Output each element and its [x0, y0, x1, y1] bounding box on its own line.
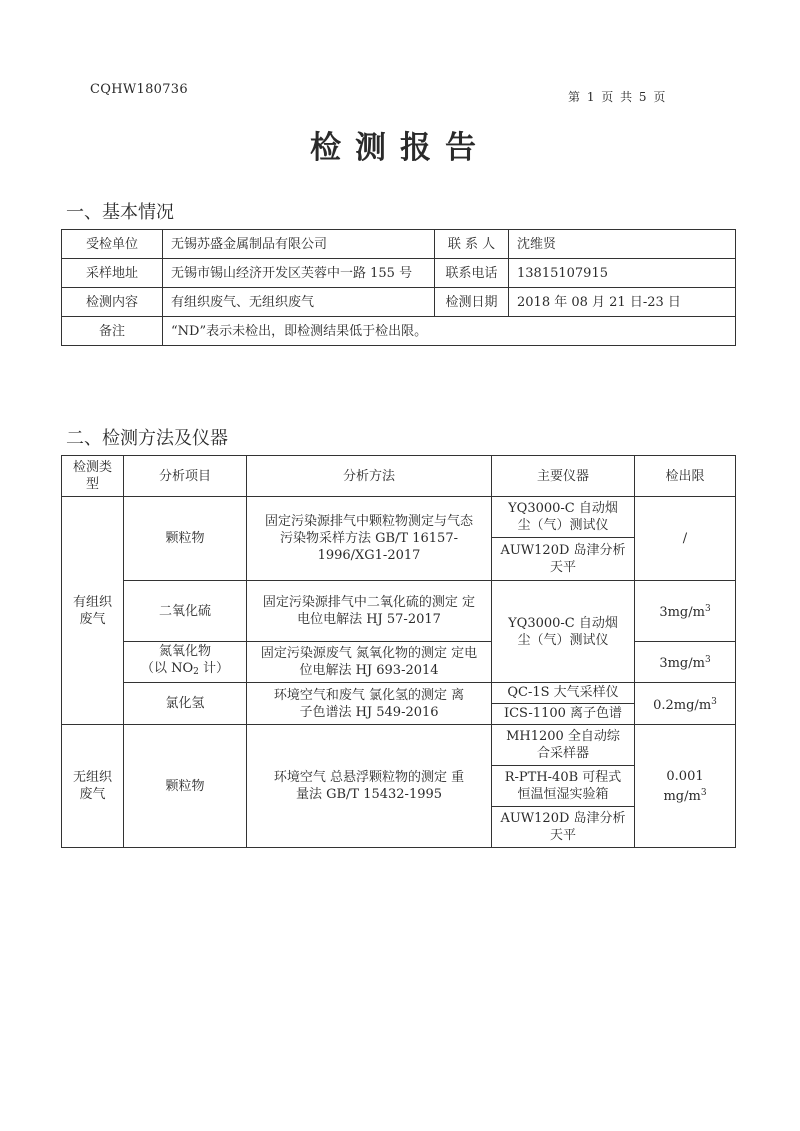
value-test-content: 有组织废气、无组织废气: [163, 288, 435, 317]
instrument-balance-2-text: AUW120D 岛津分析天平: [500, 811, 626, 843]
limit-nox: [635, 642, 736, 683]
value-inspected-unit: 无锡苏盛金属制品有限公司: [163, 230, 435, 259]
item-nox: [124, 642, 247, 683]
section-methods-heading: 二、检测方法及仪器: [66, 428, 228, 449]
instrument-humidity-chamber-text: R-PTH-40B 可程式恒温恒湿实验箱: [504, 770, 622, 802]
item-so2: 二氧化硫: [124, 581, 247, 642]
instrument-smoke-tester: [492, 497, 635, 538]
label-note: 备注: [62, 317, 163, 346]
limit-so2: [635, 581, 736, 642]
instrument-shared-text: YQ3000-C 自动烟尘（气）测试仪: [508, 615, 618, 648]
limit-particulate: /: [635, 497, 736, 581]
limit-so2-exp: 3: [704, 604, 711, 614]
table-row: [62, 288, 736, 317]
header-test-type: [62, 456, 124, 497]
header-analysis-method: 分析方法: [247, 456, 492, 497]
methods-table: [61, 455, 736, 848]
instrument-air-sampler: QC-1S 大气采样仪: [492, 683, 634, 704]
label-inspected-unit: 受检单位: [62, 230, 163, 259]
table-header-row: [62, 456, 736, 497]
method-particulate: [247, 497, 492, 581]
limit-hcl-value: 0.2mg/m: [653, 697, 712, 713]
table-row: [62, 317, 736, 346]
method-nox: [247, 642, 492, 683]
method-so2: [247, 581, 492, 642]
limit-tsp-exp: 3: [700, 787, 707, 798]
label-phone: 联系电话: [435, 259, 509, 288]
method-particulate-text: 固定污染源排气中颗粒物测定与气态污染物采样方法 GB/T 16157-1996/XG1-2017: [264, 514, 473, 563]
instrument-balance-2: [492, 807, 635, 848]
limit-tsp: [635, 725, 736, 848]
table-row: [62, 497, 736, 538]
method-nox-text: 固定污染源废气 氮氧化物的测定 定电位电解法 HJ 693-2014: [260, 646, 478, 678]
item-nox-line1: 氮氧化物: [158, 644, 211, 659]
method-tsp: [247, 725, 492, 848]
limit-hcl: [635, 683, 736, 725]
limit-so2-value: 3mg/m: [659, 605, 705, 620]
instrument-mh1200: [492, 725, 635, 766]
table-row: [62, 230, 736, 259]
value-sampling-address: 无锡市锡山经济开发区芙蓉中一路 155 号: [163, 259, 435, 288]
header-detection-limit: 检出限: [635, 456, 736, 497]
item-nox-line2: [128, 660, 242, 681]
table-row: [62, 259, 736, 288]
value-contact: 沈维贤: [509, 230, 736, 259]
method-tsp-text: 环境空气 总悬浮颗粒物的测定 重量法 GB/T 15432-1995: [273, 770, 465, 802]
value-note: “ND”表示未检出，即检测结果低于检出限。: [163, 317, 736, 346]
method-so2-text: 固定污染源排气中二氧化硫的测定 定电位电解法 HJ 57-2017: [262, 595, 476, 627]
item-tsp: 颗粒物: [124, 725, 247, 848]
instrument-hcl-group: [492, 683, 635, 725]
instrument-shared: [492, 581, 635, 683]
limit-tsp-line1: 0.001: [666, 768, 704, 784]
limit-tsp-value: mg/m: [663, 788, 701, 804]
limit-tsp-line2: [639, 785, 731, 805]
instrument-ion-chromatograph: ICS-1100 离子色谱: [503, 706, 623, 721]
instrument-balance-text: AUW120D 岛津分析天平: [500, 543, 626, 575]
type-organized: [62, 497, 124, 725]
limit-hcl-exp: 3: [711, 696, 717, 707]
type-unorganized: [62, 725, 124, 848]
document-id: CQHW180736: [90, 82, 188, 97]
limit-nox-exp: 3: [704, 655, 711, 665]
type-organized-text: 有组织废气: [72, 594, 112, 627]
header-test-type-text: 检测类型: [72, 460, 112, 492]
label-sampling-address: 采样地址: [62, 259, 163, 288]
table-row: [62, 725, 736, 766]
label-test-date: 检测日期: [435, 288, 509, 317]
table-row: [62, 683, 736, 725]
report-title: 检测报告: [310, 130, 490, 166]
value-phone: 13815107915: [509, 259, 736, 288]
instrument-humidity-chamber: [492, 766, 635, 807]
header-analysis-item: 分析项目: [124, 456, 247, 497]
page-info: 第 1 页 共 5 页: [568, 90, 666, 104]
instrument-smoke-tester-text: YQ3000-C 自动烟尘（气）测试仪: [508, 501, 618, 533]
header-instrument: 主要仪器: [492, 456, 635, 497]
item-nox-sub: 2: [193, 667, 199, 677]
label-contact: 联 系 人: [435, 230, 509, 259]
item-hcl: 氯化氢: [124, 683, 247, 725]
value-test-date: 2018 年 08 月 21 日-23 日: [509, 288, 736, 317]
item-nox-post: 计）: [198, 661, 230, 676]
basic-info-table: [61, 229, 736, 346]
method-hcl-text: 环境空气和废气 氯化氢的测定 离子色谱法 HJ 549-2016: [273, 687, 465, 720]
method-hcl: [247, 683, 492, 725]
item-particulate: 颗粒物: [124, 497, 247, 581]
type-unorganized-text: 无组织废气: [72, 770, 112, 802]
label-test-content: 检测内容: [62, 288, 163, 317]
instrument-mh1200-text: MH1200 全自动综合采样器: [506, 729, 620, 761]
section-basic-heading: 一、基本情况: [66, 202, 174, 223]
item-nox-pre: （以 NO: [140, 661, 194, 676]
limit-nox-value: 3mg/m: [659, 656, 705, 671]
instrument-balance: [492, 538, 635, 581]
